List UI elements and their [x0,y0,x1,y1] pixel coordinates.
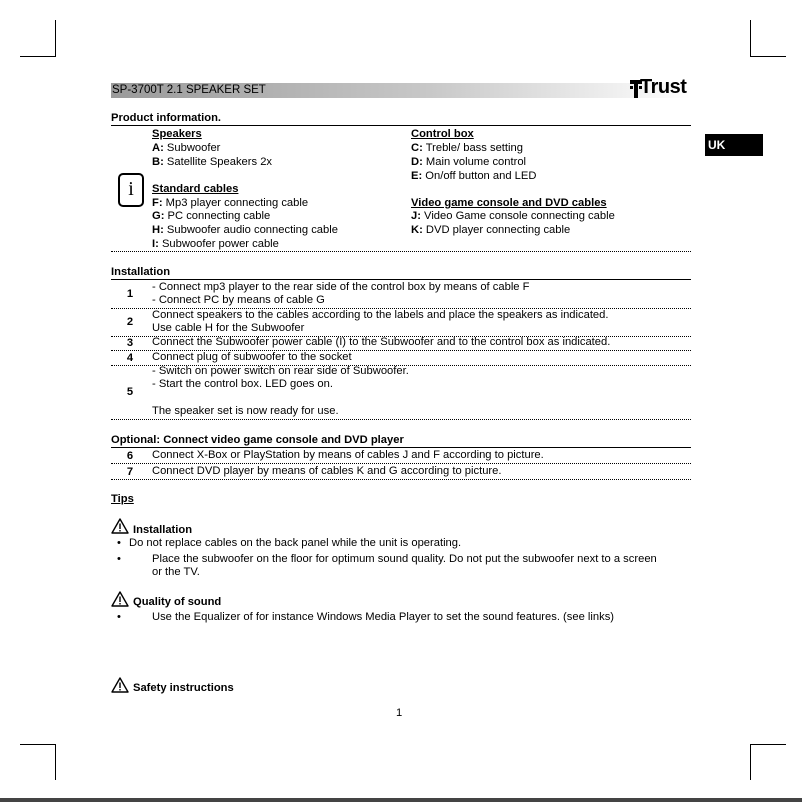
step-divider [111,463,691,464]
speaker-key: B: [152,156,164,168]
language-tab-label: UK [708,138,726,152]
trust-logo-text: Trust [640,76,687,98]
step-divider [111,479,691,480]
step-text: Connect speakers to the cables according to the labels and place the speakers as indicated. [152,309,609,321]
cable-text: PC connecting cable [164,210,271,222]
step-divider [111,419,691,420]
warning-icon [111,591,129,607]
cable-text: Subwoofer audio connecting cable [163,224,338,236]
crop-mark-bottom-right-h [750,744,786,745]
crop-mark-top-left-h [20,56,56,57]
step-text: - Connect mp3 player to the rear side of the control box by means of cable F [152,281,530,293]
tips-heading: Tips [111,493,134,505]
optional-heading: Optional: Connect video game console and DVD player [111,434,404,446]
bottom-border [0,798,802,802]
speaker-item [152,142,220,154]
tips-safety-heading: Safety instructions [133,682,234,694]
bullet-icon: • [117,611,121,623]
cable-text: Subwoofer power cable [158,238,279,250]
step-text: - Start the control box. LED goes on. [152,378,333,390]
speaker-text: Subwoofer [163,142,221,154]
step-text: - Switch on power switch on rear side of Subwoofer. [152,365,409,377]
cable-item [411,210,615,222]
speaker-key: A: [152,142,164,154]
control-box-heading: Control box [411,128,474,140]
trust-logo [627,76,697,100]
step-text: Connect DVD player by means of cables K and G according to picture. [152,465,502,477]
product-info-rule [111,125,691,126]
control-key: E: [411,170,423,182]
step-number: 7 [126,466,134,478]
crop-mark-top-right-h [750,56,786,57]
cable-text: DVD player connecting cable [422,224,571,236]
info-icon-glyph: i [128,178,134,200]
tips-installation-heading: Installation [133,524,193,536]
cable-key: G: [152,210,165,222]
tip-text: or the TV. [152,566,200,578]
step-text: Connect plug of subwoofer to the socket [152,351,352,363]
cable-key: K: [411,224,423,236]
crop-mark-bottom-left-v [55,744,56,780]
installation-heading: Installation [111,266,171,278]
standard-cables-heading: Standard cables [152,183,239,195]
cable-text: Video Game console connecting cable [420,210,615,222]
step-number: 6 [126,450,134,462]
bullet-icon: • [117,537,121,549]
language-tab [705,134,763,156]
cable-text: Mp3 player connecting cable [162,197,309,209]
product-info-bottom-rule [111,251,691,252]
step-number: 3 [126,337,134,349]
step-text: - Connect PC by means of cable G [152,294,325,306]
warning-icon [111,518,129,534]
step-number: 4 [126,352,134,364]
step-number: 2 [126,316,134,328]
control-key: C: [411,142,423,154]
cable-key: I: [152,238,159,250]
crop-mark-top-right-v [750,20,751,56]
page-number: 1 [396,707,403,719]
step-number: 5 [126,386,134,398]
bullet-icon: • [117,553,121,565]
control-text: Main volume control [422,156,527,168]
cable-key: J: [411,210,421,222]
control-item [411,156,526,168]
control-item [411,142,523,154]
video-dvd-cables-heading: Video game console and DVD cables [411,197,607,209]
speaker-text: Satellite Speakers 2x [163,156,273,168]
crop-mark-bottom-left-h [20,744,56,745]
step-number: 1 [126,288,134,300]
step-text: Connect the Subwoofer power cable (I) to the Subwoofer and to the control box as indicated. [152,336,611,348]
header-title: SP-3700T 2.1 SPEAKER SET [112,84,266,96]
control-item [411,170,536,182]
control-text: Treble/ bass setting [422,142,523,154]
step-text: The speaker set is now ready for use. [152,405,339,417]
optional-rule [111,447,691,448]
crop-mark-top-left-v [55,20,56,56]
speaker-item [152,156,272,168]
cable-key: F: [152,197,163,209]
speakers-heading: Speakers [152,128,202,140]
control-key: D: [411,156,423,168]
cable-item [152,238,279,250]
info-icon [118,173,144,207]
cable-item [152,210,270,222]
cable-key: H: [152,224,164,236]
crop-mark-bottom-right-v [750,744,751,780]
tips-quality-heading: Quality of sound [133,596,222,608]
control-text: On/off button and LED [422,170,537,182]
product-info-heading: Product information. [111,112,222,124]
cable-item [411,224,570,236]
step-text: Connect X-Box or PlayStation by means of cables J and F according to picture. [152,449,544,461]
cable-item [152,224,338,236]
tip-text: Place the subwoofer on the floor for optimum sound quality. Do not put the subwoofer next to a screen [152,553,657,565]
tip-text: Use the Equalizer of for instance Windows Media Player to set the sound features. (see links) [152,611,615,623]
step-text: Use cable H for the Subwoofer [152,322,305,334]
cable-item [152,197,308,209]
installation-rule [111,279,691,280]
warning-icon [111,677,129,693]
tip-text: Do not replace cables on the back panel while the unit is operating. [129,537,462,549]
